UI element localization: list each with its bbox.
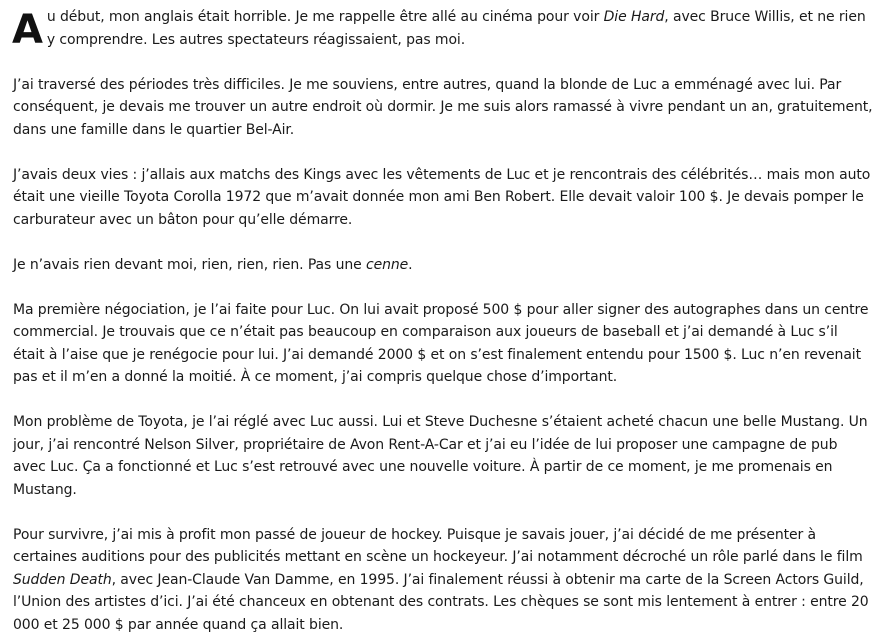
movie-title-sudden-death: Sudden Death bbox=[13, 572, 112, 588]
paragraph-7 bbox=[13, 524, 873, 636]
paragraph-7-text-end: , avec Jean-Claude Van Damme, en 1995. J’ai finalement réussi à obtenir ma carte de la Screen Actors Guild, l’Union des artistes d’ici. J’ai été chanceux en obtenant des contrats. Les chèques se sont mis lentement à entrer : entre 20 000 et 25 000 $ par année quand ça allait bien. bbox=[13, 572, 869, 633]
paragraph-6: Mon problème de Toyota, je l’ai réglé avec Luc aussi. Lui et Steve Duchesne s’étaient acheté chacun une belle Mustang. Un jour, j’ai rencontré Nelson Silver, propriétaire de Avon Rent-A-Car et j’ai eu l’idée de lui proposer une campagne de pub avec Luc. Ça a fonctionné et Luc s’est retrouvé avec une nouvelle voiture. À partir de ce moment, je me promenais en Mustang. bbox=[13, 411, 873, 501]
paragraph-3: J’avais deux vies : j’allais aux matchs des Kings avec les vêtements de Luc et je rencontrais des célébrités… mais mon auto était une vieille Toyota Corolla 1972 que m’avait donnée mon ami Ben Robert. Elle devait valoir 100 $. Je devais pomper le carburateur avec un bâton pour qu’elle démarre. bbox=[13, 164, 873, 232]
paragraph-4-text-end: . bbox=[408, 257, 412, 273]
paragraph-2: J’ai traversé des périodes très difficiles. Je me souviens, entre autres, quand la blonde de Luc a emménagé avec lui. Par conséquent, je devais me trouver un autre endroit où dormir. Je me suis alors ramassé à vivre pendant un an, gratuitement, dans une famille dans le quartier Bel-Air. bbox=[13, 74, 873, 142]
paragraph-7-text-start: Pour survivre, j’ai mis à profit mon passé de joueur de hockey. Puisque je savais jouer, j’ai décidé de me présenter à certaines auditions pour des publicités mettant en scène un hockeyeur. J’ai notamment décroché un rôle parlé dans le film bbox=[13, 527, 863, 566]
article-body bbox=[13, 6, 873, 636]
paragraph-4 bbox=[13, 254, 873, 277]
paragraph-1-text-end: , avec Bruce Willis, et ne rien y comprendre. Les autres spectateurs réagissaient, pas moi. bbox=[47, 9, 866, 48]
drop-cap: A bbox=[12, 10, 43, 50]
slang-word-cenne: cenne bbox=[366, 257, 408, 273]
paragraph-4-text-start: Je n’avais rien devant moi, rien, rien, rien. Pas une bbox=[13, 257, 366, 273]
movie-title-die-hard: Die Hard bbox=[604, 9, 665, 25]
paragraph-5: Ma première négociation, je l’ai faite pour Luc. On lui avait proposé 500 $ pour aller signer des autographes dans un centre commercial. Je trouvais que ce n’était pas beaucoup en comparaison aux joueurs de baseball et j’ai demandé à Luc s’il était à l’aise que je renégocie pour lui. J’ai demandé 2000 $ et on s’est finalement entendu pour 1500 $. Luc n’en revenait pas et il m’en a donné la moitié. À ce moment, j’ai compris quelque chose d’important. bbox=[13, 299, 873, 389]
paragraph-1-text-start: u début, mon anglais était horrible. Je me rappelle être allé au cinéma pour voir bbox=[47, 9, 604, 25]
paragraph-1 bbox=[13, 6, 873, 51]
